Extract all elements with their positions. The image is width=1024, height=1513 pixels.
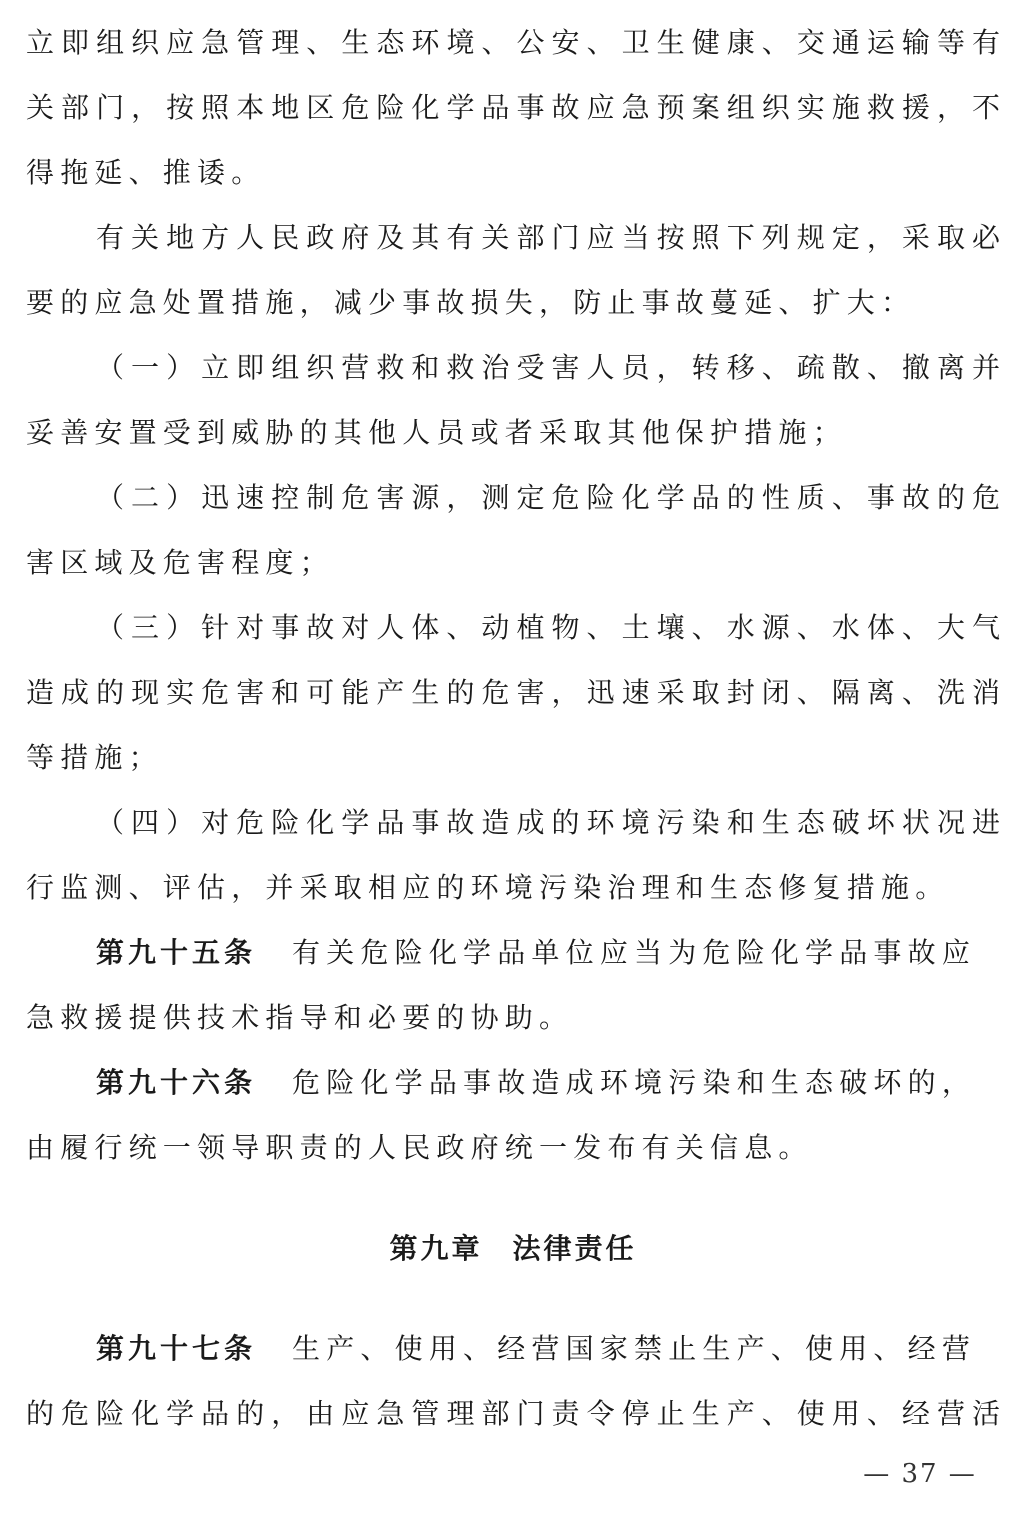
list-item-line: （二）迅速控制危害源，测定危险化学品的性质、事故的危 [96,481,1000,514]
text-line: 行监测、评估，并采取相应的环境污染治理和生态修复措施。 [26,871,950,904]
text-line: 有关地方人民政府及其有关部门应当按照下列规定，采取必 [96,221,1000,254]
article-95 [96,933,1000,973]
list-item-line: （一）立即组织营救和救治受害人员，转移、疏散、撤离并 [96,351,1000,384]
text-line: 急救援提供技术指导和必要的协助。 [26,1001,574,1034]
article-text: 危险化学品事故造成环境污染和生态破坏的， [292,1066,977,1099]
text-line: 妥善安置受到威胁的其他人员或者采取其他保护措施； [26,416,847,449]
article-label: 第九十七条 [96,1332,257,1365]
chapter-number: 第九章 [389,1232,483,1265]
text-line: 立即组织应急管理、生态环境、公安、卫生健康、交通运输等有 [26,26,1000,59]
article-text: 有关危险化学品单位应当为危险化学品事故应 [292,936,977,969]
text-line: 等措施； [26,741,163,774]
page-number: — 37 — [863,1459,977,1489]
article-text: 生产、使用、经营国家禁止生产、使用、经营 [292,1332,977,1365]
text-line: 害区域及危害程度； [26,546,334,579]
text-line: 得拖延、推诿。 [26,156,266,189]
list-item-line: （四）对危险化学品事故造成的环境污染和生态破坏状况进 [96,806,1000,839]
text-line: 的危险化学品的，由应急管理部门责令停止生产、使用、经营活 [26,1397,1000,1430]
chapter-title: 法律责任 [512,1232,637,1265]
article-label: 第九十五条 [96,936,257,969]
text-line: 造成的现实危害和可能产生的危害，迅速采取封闭、隔离、洗消 [26,676,1000,709]
article-97 [96,1329,1000,1369]
list-item-line: （三）针对事故对人体、动植物、土壤、水源、水体、大气 [96,611,1000,644]
article-96 [96,1063,1000,1103]
article-label: 第九十六条 [96,1066,257,1099]
text-line: 由履行统一领导职责的人民政府统一发布有关信息。 [26,1131,813,1164]
text-line: 要的应急处置措施，减少事故损失，防止事故蔓延、扩大： [26,286,916,319]
text-line: 关部门，按照本地区危险化学品事故应急预案组织实施救援，不 [26,91,1000,124]
chapter-heading [26,1229,1000,1269]
